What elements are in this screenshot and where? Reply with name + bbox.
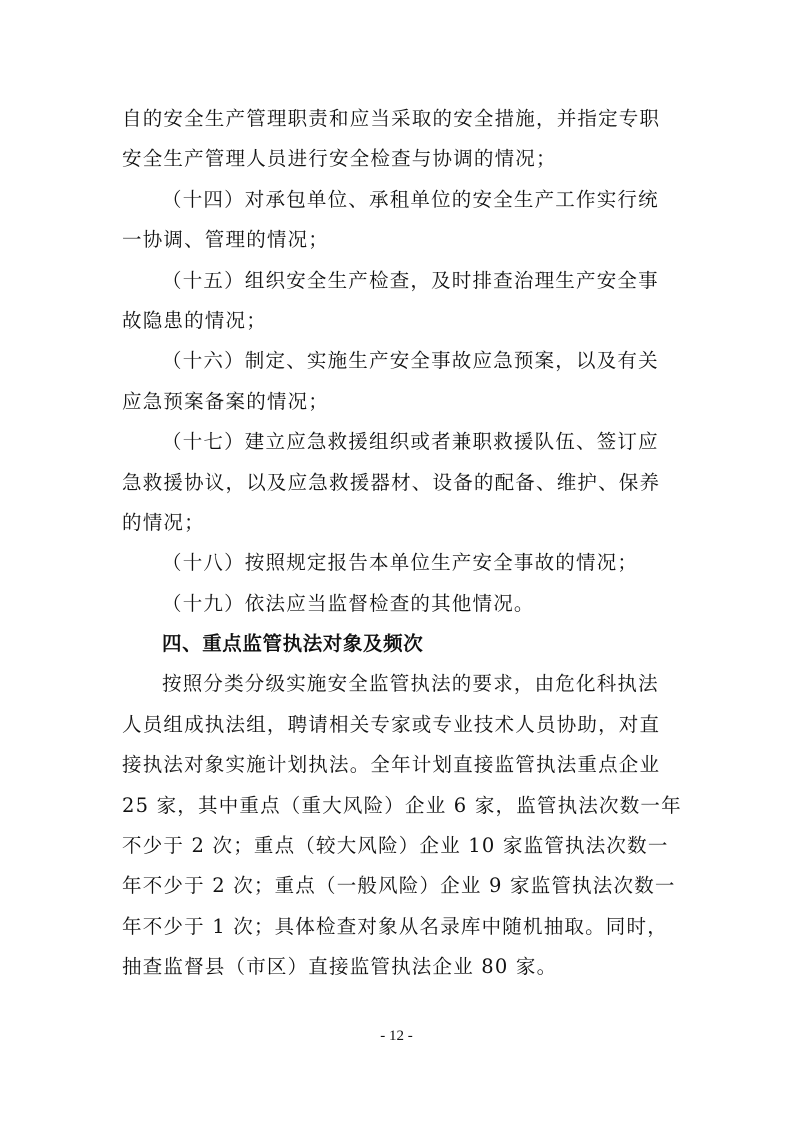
body-line: 故隐患的情况；	[122, 308, 267, 332]
document-body	[122, 99, 682, 988]
body-line: 应急预案备案的情况；	[122, 389, 330, 413]
clause-14-line: （十四）对承包单位、承租单位的安全生产工作实行统	[162, 187, 659, 211]
body-line: 年不少于 1 次；具体检查对象从名录库中随机抽取。同时，	[122, 914, 668, 938]
body-line: 的情况；	[122, 510, 205, 534]
page-number: - 12 -	[380, 1028, 413, 1044]
clause-17-line: （十七）建立应急救援组织或者兼职救援队伍、签订应	[162, 430, 659, 454]
body-line: 自的安全生产管理职责和应当采取的安全措施，并指定专职	[122, 107, 661, 130]
body-line: 不少于 2 次；重点（较大风险）企业 10 家监管执法次数一	[122, 834, 669, 858]
body-line: 年不少于 2 次；重点（一般风险）企业 9 家监管执法次数一	[122, 874, 676, 898]
body-line: 急救援协议，以及应急救援器材、设备的配备、维护、保养	[122, 470, 661, 494]
body-line: 25 家，其中重点（重大风险）企业 6 家，监管执法次数一年	[122, 793, 682, 817]
clause-19-line: （十九）依法应当监督检查的其他情况。	[162, 591, 535, 615]
clause-15-line: （十五）组织安全生产检查，及时排查治理生产安全事	[162, 268, 659, 292]
body-line: 接执法对象实施计划执法。全年计划直接监管执法重点企业	[122, 753, 661, 777]
clause-18-line: （十八）按照规定报告本单位生产安全事故的情况；	[162, 551, 639, 575]
body-line: 一协调、管理的情况；	[122, 228, 330, 252]
body-line: 人员组成执法组，聘请相关专家或专业技术人员协助，对直	[122, 712, 661, 736]
body-line: 抽查监督县（市区）直接监管执法企业 80 家。	[122, 955, 558, 979]
paragraph-start-line: 按照分类分级实施安全监管执法的要求，由危化科执法	[162, 672, 659, 696]
body-line: 安全生产管理人员进行安全检查与协调的情况；	[122, 147, 557, 171]
clause-16-line: （十六）制定、实施生产安全事故应急预案，以及有关	[162, 349, 659, 373]
section-heading: 四、重点监管执法对象及频次	[162, 632, 424, 656]
